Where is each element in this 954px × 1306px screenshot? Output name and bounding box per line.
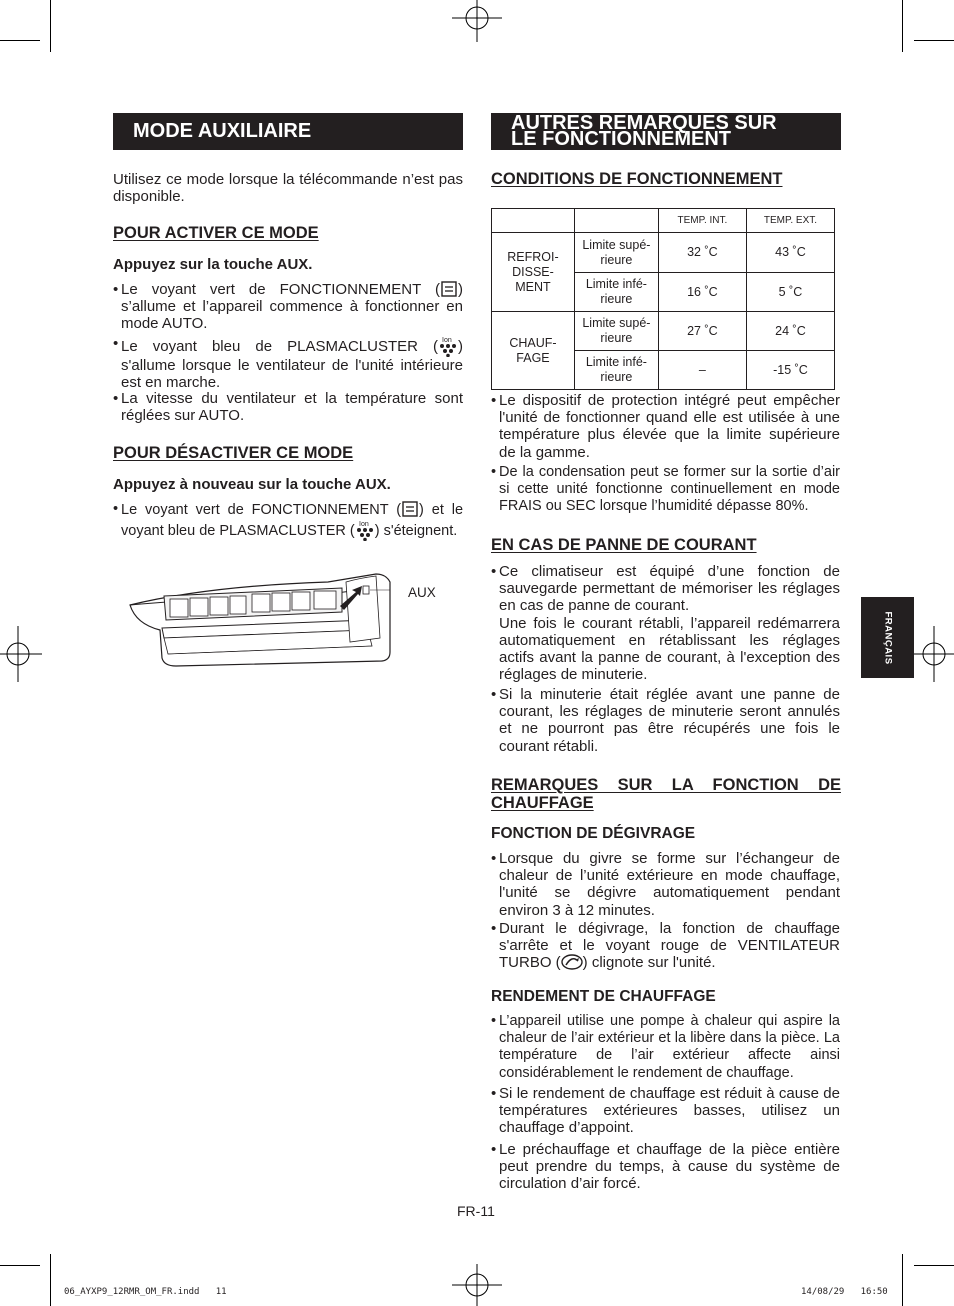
defrost-heading: FONCTION DE DÉGIVRAGE xyxy=(491,825,696,842)
svg-text:Ion: Ion xyxy=(358,521,369,529)
crop-mark xyxy=(902,1254,903,1306)
crop-mark xyxy=(902,0,903,52)
list-item: • Si le rendement de chauffage est réduit à cause de températures extérieures basses, utilisez un chauffage d’appoint. xyxy=(491,1085,840,1137)
crop-mark xyxy=(50,1254,51,1306)
crop-mark xyxy=(914,1265,954,1266)
temp-cell: 16 ˚C xyxy=(658,273,746,312)
footer-filename: 06_AYXP9_12RMR_OM_FR.indd 11 xyxy=(64,1287,227,1297)
conditions-table xyxy=(491,208,835,390)
plasmacluster-icon xyxy=(355,519,375,541)
temp-cell: 27 ˚C xyxy=(658,312,746,351)
list-item: • Le voyant vert de FONCTIONNEMENT ( ) s’allume et l’appareil commence à fonctionner en mode AUTO. xyxy=(113,281,463,333)
header-temp-int: TEMP. INT. xyxy=(658,209,746,233)
limit-cell: Limite infé-rieure xyxy=(574,273,658,312)
limit-cell: Limite infé-rieure xyxy=(574,351,658,390)
intro-text: Utilisez ce mode lorsque la télécommande n’est pas disponible. xyxy=(113,171,463,206)
list-item: • Lorsque du givre se forme sur l’échangeur de chaleur de l’unité extérieure en mode chauffage, l'unité se dégivre automatiquement pendant environ 3 à 12 minutes. xyxy=(491,850,840,919)
mode-heating: CHAUF-FAGE xyxy=(492,312,575,390)
registration-mark xyxy=(0,626,42,682)
crop-mark xyxy=(50,0,51,52)
footer-timestamp: 14/08/29 16:50 xyxy=(801,1287,888,1297)
plasmacluster-icon xyxy=(438,335,458,357)
activate-heading: POUR ACTIVER CE MODE xyxy=(113,224,319,242)
header-temp-ext: TEMP. EXT. xyxy=(746,209,834,233)
list-item: • Durant le dégivrage, la fonction de chauffage s'arrête et le voyant rouge de VENTILATEUR TURBO ( ) clignote sur l'unité. xyxy=(491,920,840,972)
deactivate-heading: POUR DÉSACTIVER CE MODE xyxy=(113,444,354,462)
list-item: • Le dispositif de protection intégré peut empêcher l'unité de fonctionner quand elle est utilisée à une température plus élevée que la limite supérieure de la gamme. xyxy=(491,392,840,461)
temp-cell: 24 ˚C xyxy=(746,312,834,351)
section-title: AUTRES REMARQUES SUR LE FONCTIONNEMENT xyxy=(511,112,777,150)
crop-mark xyxy=(0,40,40,41)
registration-mark xyxy=(452,0,502,42)
temp-cell: 5 ˚C xyxy=(746,273,834,312)
temp-cell: 43 ˚C xyxy=(746,233,834,273)
mode-cooling: REFROI-DISSE-MENT xyxy=(492,233,575,312)
language-tab: FRANÇAIS xyxy=(861,597,914,678)
list-item: • Le voyant bleu de PLASMACLUSTER ( Ion ) s'allume lorsque le ventilateur de l'unité intérieure est en marche. xyxy=(113,335,463,392)
activate-instruction: Appuyez sur la touche AUX. xyxy=(113,256,313,273)
operation-icon xyxy=(440,281,458,297)
registration-mark xyxy=(452,1264,502,1306)
list-item: • L’appareil utilise une pompe à chaleur qui aspire la chaleur de l’air extérieur et la libère dans la pièce. La température de l’air extérieur affecte ainsi considérablement le rendement de chauffage. xyxy=(491,1013,840,1081)
limit-cell: Limite supé-rieure xyxy=(574,312,658,351)
limit-cell: Limite supé-rieure xyxy=(574,233,658,273)
list-item: • Le voyant vert de FONCTIONNEMENT ( ) et le voyant bleu de PLASMACLUSTER ( Ion ) s'éteignent. xyxy=(113,501,463,541)
operation-icon xyxy=(401,501,419,517)
table-header-row xyxy=(492,209,835,233)
crop-mark xyxy=(914,40,954,41)
registration-mark xyxy=(912,626,954,682)
page-number: FR-11 xyxy=(457,1203,495,1219)
deactivate-instruction: Appuyez à nouveau sur la touche AUX. xyxy=(113,476,391,493)
crop-mark xyxy=(0,1265,40,1266)
table-row xyxy=(492,312,835,351)
section-title-bar xyxy=(491,113,841,150)
indoor-unit-illustration xyxy=(128,568,398,668)
performance-heading: RENDEMENT DE CHAUFFAGE xyxy=(491,988,716,1005)
svg-text:Ion: Ion xyxy=(442,337,452,344)
temp-cell: 32 ˚C xyxy=(658,233,746,273)
aux-label: AUX xyxy=(408,585,436,600)
table-row xyxy=(492,233,835,273)
turbo-fan-icon xyxy=(561,954,583,970)
temp-cell: – xyxy=(658,351,746,390)
list-item: • Si la minuterie était réglée avant une panne de courant, les réglages de minuterie seront annulés et ne pourront pas être récupérés une fois le courant rétabli. xyxy=(491,686,840,755)
conditions-heading: CONDITIONS DE FONCTIONNEMENT xyxy=(491,170,783,188)
section-title-bar xyxy=(113,113,463,150)
temp-cell: -15 ˚C xyxy=(746,351,834,390)
list-item: • Le préchauffage et chauffage de la pièce entière peut prendre du temps, à cause du système de circulation d’air forcé. xyxy=(491,1141,840,1193)
power-heading: EN CAS DE PANNE DE COURANT xyxy=(491,536,757,554)
list-item: • De la condensation peut se former sur la sortie d’air si cette unité fonctionne continuellement en mode FRAIS ou SEC lorsque l’humidité dépasse 80%. xyxy=(491,464,840,515)
list-item: • La vitesse du ventilateur et la température sont réglées sur AUTO. xyxy=(113,390,463,425)
list-item: • Ce climatiseur est équipé d’une fonction de sauvegarde permettant de mémoriser les réglages en cas de panne de courant. Une fois le courant rétabli, l’appareil redémarrera automatiquement en rétablissant les réglages actifs avant la panne de courant, à l'exception des réglages de minuterie. xyxy=(491,563,840,684)
heating-heading: REMARQUES SUR LA FONCTION DE CHAUFFAGE xyxy=(491,776,841,812)
section-title: MODE AUXILIAIRE xyxy=(133,120,312,142)
